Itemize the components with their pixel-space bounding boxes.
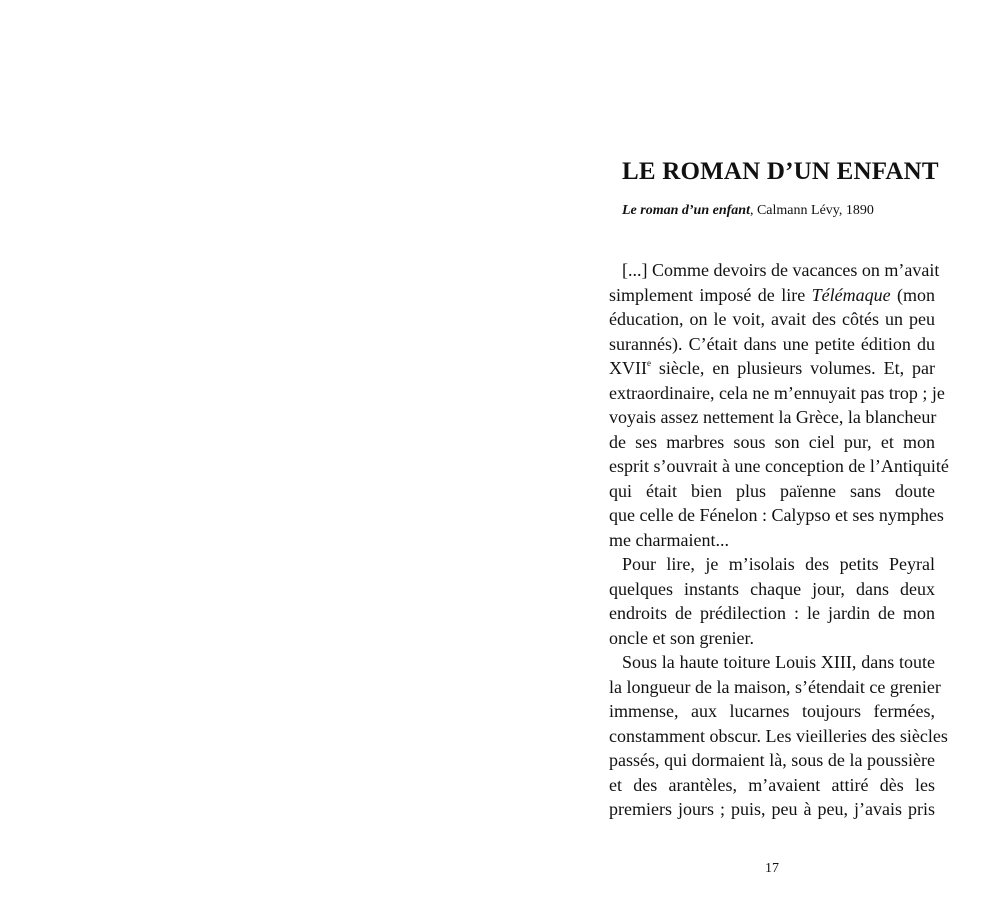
text-line: Pour lire, je m’isolais des petits Peyral	[622, 554, 935, 574]
text-line: XVIIe siècle, en plusieurs volumes. Et, par	[609, 358, 935, 378]
text-line: extraordinaire, cela ne m’ennuyait pas trop ; je	[609, 382, 945, 403]
text-line: immense, aux lucarnes toujours fermées,	[609, 701, 935, 721]
text-line: me charmaient...	[609, 529, 729, 550]
text-line: quelques instants chaque jour, dans deux	[609, 578, 935, 599]
chapter-title: LE ROMAN D’UN ENFANT	[622, 158, 939, 185]
text-line: et des arantèles, m’avaient attiré dès les	[609, 774, 935, 795]
superscript: e	[647, 358, 651, 368]
text-line: Sous la haute toiture Louis XIII, dans toute	[622, 652, 935, 672]
source-citation	[622, 203, 874, 219]
text-line: qui était bien plus païenne sans doute	[609, 480, 935, 501]
source-publisher-year: , Calmann Lévy, 1890	[749, 203, 874, 218]
text-line: de ses marbres sous son ciel pur, et mon	[609, 431, 935, 452]
italic-title: Télémaque	[811, 284, 891, 305]
text-line: surannés). C’était dans une petite édition du	[609, 333, 935, 354]
text-line: éducation, on le voit, avait des côtés un peu	[609, 309, 935, 329]
body-text	[609, 258, 949, 822]
text-line: constamment obscur. Les vieilleries des siècles	[609, 725, 948, 746]
text-line: passés, qui dormaient là, sous de la poussière	[609, 750, 935, 770]
right-page	[500, 0, 1000, 913]
page-number: 17	[765, 861, 779, 876]
text-line: que celle de Fénelon : Calypso et ses nymphes	[609, 505, 944, 525]
text-line: simplement imposé de lire Télémaque (mon	[609, 284, 935, 305]
text-line: oncle et son grenier.	[609, 627, 754, 648]
text-line: la longueur de la maison, s’étendait ce grenier	[609, 676, 941, 697]
text-line: [...] Comme devoirs de vacances on m’avait	[622, 260, 940, 280]
text-line: endroits de prédilection : le jardin de mon	[609, 603, 935, 623]
text-line: voyais assez nettement la Grèce, la blancheur	[609, 407, 937, 427]
source-work-title: Le roman d’un enfant	[622, 203, 750, 218]
text-line: premiers jours ; puis, peu à peu, j’avais pris	[609, 799, 935, 819]
text-line: esprit s’ouvrait à une conception de l’Antiquité	[609, 456, 949, 476]
